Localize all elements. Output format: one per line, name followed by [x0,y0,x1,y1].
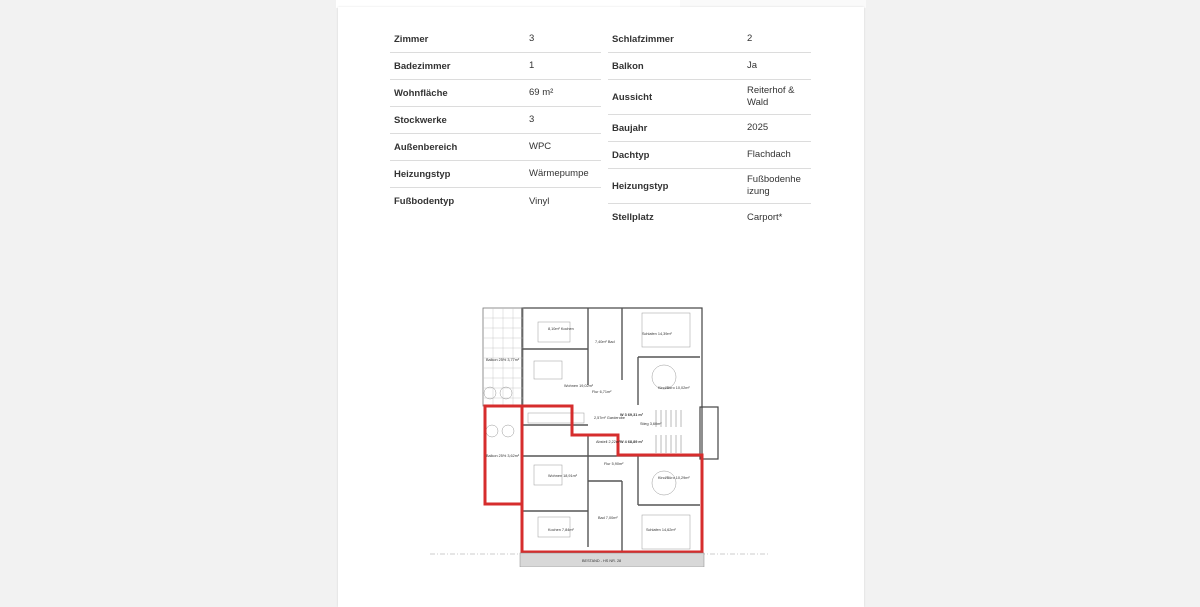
detail-label: Aussicht [612,91,653,103]
detail-label: Stockwerke [394,114,447,126]
detail-label: Baujahr [612,122,648,134]
detail-value: 3 [529,114,535,125]
plan-label: Wohnen 19,02m² [564,384,594,388]
detail-value: Reiterhof & Wald [747,85,795,108]
plan-label: 7,40m² Bad [595,340,615,344]
plan-label: Wohnen 18,91m² [548,474,578,478]
detail-value: Wärmepumpe [529,168,589,179]
detail-value: Ja [747,60,758,71]
detail-label: Stellplatz [612,212,654,223]
plan-label: Bad 7,00m² [598,516,618,520]
detail-value: 1 [529,60,535,71]
detail-value: WPC [529,141,552,152]
detail-label: Außenbereich [394,141,458,153]
plan-label: 8,10m² Kochen [548,327,574,331]
detail-label: Zimmer [394,33,429,45]
detail-label: Dachtyp [612,149,650,161]
detail-row-dachtyp [608,142,811,169]
detail-row-badezimmer [390,53,601,80]
detail-row-heizungstyp [390,161,601,188]
plan-label: Abstell 2,22m² [596,440,621,444]
plan-label: Kochen 7,84m² [548,528,574,532]
plan-label: Balkon 25% 3,62m² [486,454,520,458]
detail-row-fussbodentyp [390,188,601,215]
detail-label: Badezimmer [394,60,451,72]
detail-label: Heizungstyp [394,168,451,180]
plan-label: Kind/Büro 10,29m² [658,476,690,480]
detail-value: 2025 [747,122,769,133]
detail-row-heizungstyp-2 [608,169,811,204]
details-column-right [608,26,811,231]
detail-row-stockwerke [390,107,601,134]
details-column-left [390,26,601,215]
detail-label: Wohnfläche [394,87,448,99]
detail-label: Schlafzimmer [612,33,674,45]
detail-value: Flachdach [747,149,791,160]
detail-value: Fußbodenheizung [747,174,801,197]
plan-label: Flur 5,90m² [604,462,624,466]
detail-label: Fußbodentyp [394,196,455,207]
plan-label: Flur 6,71m² [592,390,612,394]
property-details-card [338,7,864,607]
detail-value: 3 [529,33,535,44]
unit-label-w3: W 3 69,31 m² [620,413,644,417]
detail-row-aussicht [608,80,811,115]
detail-label: Heizungstyp [612,180,669,192]
detail-value: 2 [747,33,753,44]
detail-label: Balkon [612,60,644,72]
detail-row-zimmer [390,26,601,53]
plan-label: Schlafen 14,39m² [642,332,672,336]
detail-row-wohnflaeche [390,80,601,107]
plan-label: Balkon 25% 3,77m² [486,358,520,362]
detail-row-balkon [608,53,811,80]
detail-row-aussenbereich [390,134,601,161]
detail-row-schlafzimmer [608,26,811,53]
plan-label: Kind/Büro 10,02m² [658,386,690,390]
unit-label-w4: W 4 68,89 m² [620,440,644,444]
floor-plan-image[interactable] [430,285,770,567]
detail-value: Vinyl [529,195,550,207]
plan-label: 2,57m² Garderobe [594,416,626,420]
detail-row-stellplatz [608,204,811,231]
detail-value: Carport* [747,211,783,223]
plan-footer-label: BESTAND - HS NR. 28 [582,559,622,563]
plan-label: Stieg 3,60m² [640,422,662,426]
detail-row-baujahr [608,115,811,142]
plan-label: Schlafen 14,62m² [646,528,676,532]
floor-plan-drawing [430,285,770,567]
detail-value: 69 m² [529,87,554,98]
